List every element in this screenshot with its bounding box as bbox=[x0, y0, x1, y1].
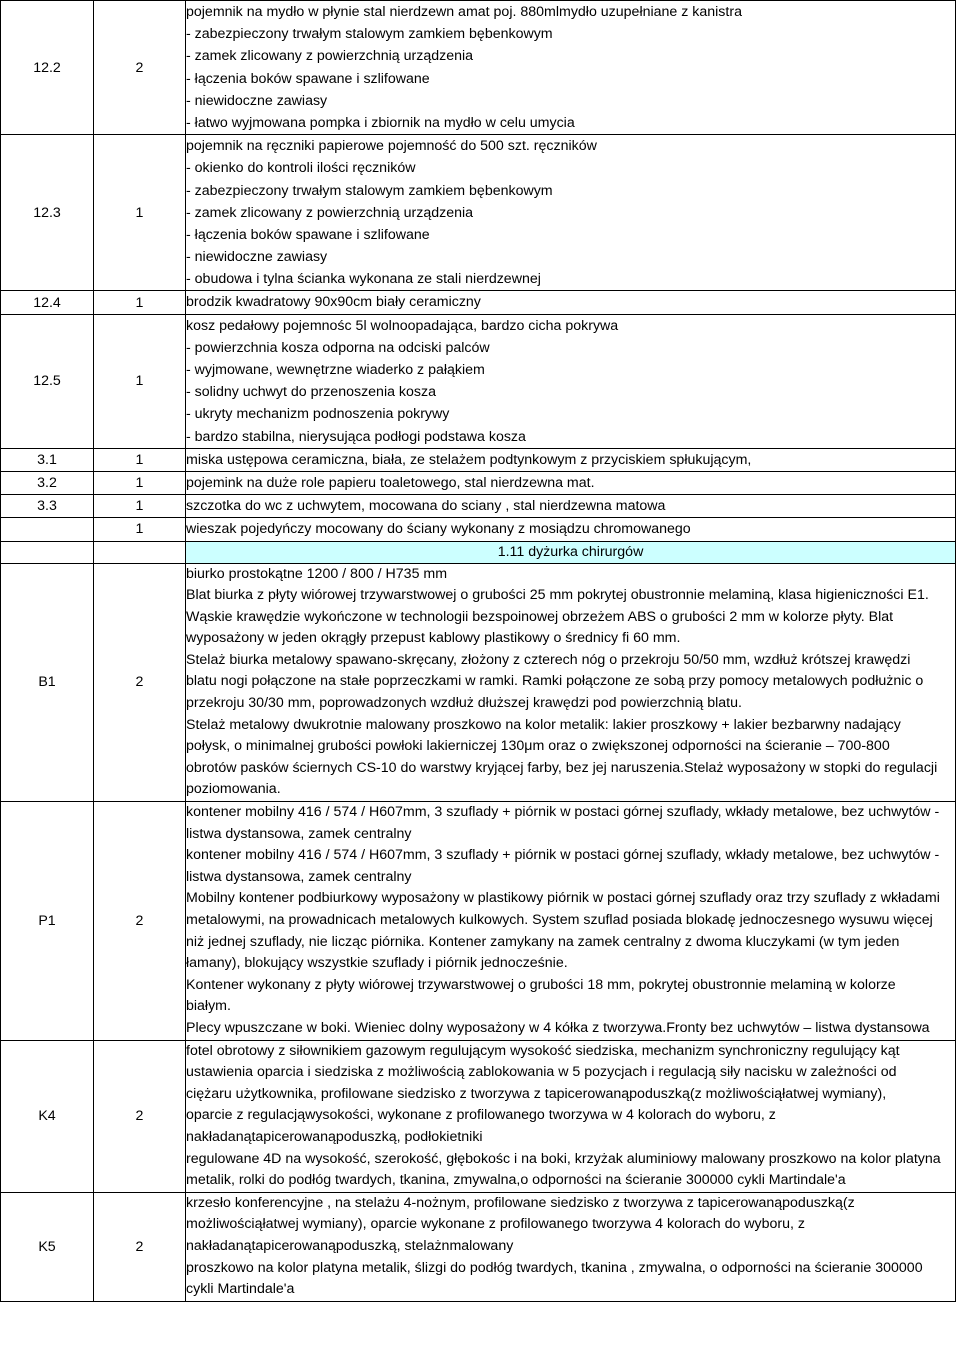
item-description bbox=[186, 1040, 956, 1192]
item-code: 12.5 bbox=[1, 314, 94, 448]
item-quantity: 1 bbox=[94, 135, 186, 291]
description-line: - zamek zlicowany z powierzchnią urządzenia bbox=[186, 48, 474, 65]
item-code: 3.1 bbox=[1, 448, 94, 471]
description-line: niż jednej szuflady, nie licząc piórnika. Kontener zamykany na zamek centralny z dwoma kluczykami (w tym jeden bbox=[186, 933, 900, 950]
description-line: - powierzchnia kosza odporna na odciski palców bbox=[186, 339, 490, 356]
description-line: nakładanątapicerowanąpoduszką, podłokietniki bbox=[186, 1128, 483, 1145]
table-row bbox=[1, 563, 956, 802]
table-row bbox=[1, 1, 956, 135]
item-description bbox=[186, 518, 956, 541]
item-description bbox=[186, 448, 956, 471]
description-line: - łączenia boków spawane i szlifowane bbox=[186, 70, 430, 87]
description-line: regulowane 4D na wysokość, szerokość, głębokośc i na boki, krzyżak aluminiowy malowany proszkowo na kolor platyna bbox=[186, 1150, 941, 1167]
item-quantity: 1 bbox=[94, 495, 186, 518]
description-line: - łatwo wyjmowana pompka i zbiornik na mydło w celu umycia bbox=[186, 114, 575, 131]
item-quantity: 2 bbox=[94, 1192, 186, 1301]
description-line: - obudowa i tylna ścianka wykonana ze stali nierdzewnej bbox=[186, 271, 541, 288]
description-line: - zamek zlicowany z powierzchnią urządzenia bbox=[186, 204, 474, 221]
item-code: 3.2 bbox=[1, 471, 94, 494]
item-code bbox=[1, 518, 94, 541]
description-line: - wyjmowane, wewnętrzne wiaderko z pałąkiem bbox=[186, 362, 485, 378]
description-line: pojemnik na ręczniki papierowe pojemność do 500 szt. ręczników bbox=[186, 138, 597, 155]
description-line: przekroju 30/30 mm, poprowadzonych wzdłuż dłuższej krawędzi pod powierzchnią blatu. bbox=[186, 695, 742, 712]
description-line: Plecy wpuszczane w boki. Wieniec dolny wyposażony w 4 kółka z tworzywa.Fronty bez uchwytów – listwa dystansowa bbox=[186, 1019, 930, 1036]
description-line: obrotów pasków ściernych CS-10 do warstwy kryjącej farby, bez jej naruszenia.Stelaż wyposażony w stopki do regulacji bbox=[186, 759, 938, 776]
description-line: metalik, rolki do podłóg twardych, tkanina, zmywalna,o odporności na ścieranie 300000 cykli Martindale'a bbox=[186, 1172, 846, 1189]
item-description bbox=[186, 135, 956, 291]
description-line: kontener mobilny 416 / 574 / H607mm, 3 szuflady + piórnik w postaci górnej szuflady, wkłady metalowe, bez uchwytów - bbox=[186, 847, 940, 864]
item-description bbox=[186, 802, 956, 1041]
item-description bbox=[186, 495, 956, 518]
description-line: - niewidoczne zawiasy bbox=[186, 92, 328, 109]
description-line: - okienko do kontroli ilości ręczników bbox=[186, 160, 416, 177]
description-line: kosz pedałowy pojemnośc 5l wolnoopadająca, bardzo cicha pokrywa bbox=[186, 317, 619, 334]
description-line: listwa dystansowa, zamek centralny bbox=[186, 868, 412, 885]
description-line: - bardzo stabilna, nierysująca podłogi podstawa kosza bbox=[186, 428, 526, 445]
item-code: 12.2 bbox=[1, 1, 94, 135]
description-line: - solidny uchwyt do przenoszenia kosza bbox=[186, 384, 436, 401]
table-row bbox=[1, 1040, 956, 1192]
description-line: - zabezpieczony trwałym stalowym zamkiem bębenkowym bbox=[186, 182, 553, 199]
item-quantity: 2 bbox=[94, 1, 186, 135]
table-row bbox=[1, 291, 956, 314]
description-line: - łączenia boków spawane i szlifowane bbox=[186, 226, 430, 243]
item-quantity: 2 bbox=[94, 563, 186, 802]
description-line: - niewidoczne zawiasy bbox=[186, 249, 328, 266]
description-line: Mobilny kontener podbiurkowy wyposażony w plastikowy piórnik w postaci górnej szuflady oraz trzy szuflady z wkładami bbox=[186, 890, 940, 907]
description-line: łamany), blokujący wszystkie szuflady i piórnik jednocześnie. bbox=[186, 955, 568, 972]
item-description bbox=[186, 563, 956, 802]
description-line: Blat biurka z płyty wiórowej trzywarstwowej o grubości 25 mm pokrytej obustronnie melaminą, klasa higieniczności E1. bbox=[186, 587, 929, 604]
item-quantity: 1 bbox=[94, 314, 186, 448]
section-header-row bbox=[1, 541, 956, 563]
description-line: poziomowania. bbox=[186, 781, 281, 798]
item-description bbox=[186, 314, 956, 448]
section-header: 1.11 dyżurka chirurgów bbox=[186, 541, 956, 563]
description-line: miska ustępowa ceramiczna, biała, ze stelażem podtynkowym z przyciskiem spłukującym, bbox=[186, 451, 752, 468]
description-line: Kontener wykonany z płyty wiórowej trzywarstwowej o grubości 18 mm, pokrytej obustronnie melaminą w kolorze bbox=[186, 976, 896, 993]
description-line: biurko prostokątne 1200 / 800 / H735 mm bbox=[186, 565, 448, 582]
item-description bbox=[186, 1192, 956, 1301]
empty-cell bbox=[94, 541, 186, 563]
item-code: 12.4 bbox=[1, 291, 94, 314]
table-row bbox=[1, 471, 956, 494]
description-line: - zabezpieczony trwałym stalowym zamkiem bębenkowym bbox=[186, 26, 553, 43]
description-line: blatu nogi połączone na stałe poprzeczkami w ramki. Ramki połączone ze sobą przy pomocy metalowych podłużnic o bbox=[186, 673, 924, 690]
item-description bbox=[186, 1, 956, 135]
item-code: K4 bbox=[1, 1040, 94, 1192]
description-line: Stelaż biurka metalowy spawano-skręcany, złożony z czterech nóg o przekroju 50/50 mm, wzdłuż krótszej krawędzi bbox=[186, 651, 911, 668]
table-row bbox=[1, 448, 956, 471]
description-line: listwa dystansowa, zamek centralny bbox=[186, 825, 412, 842]
description-line: fotel obrotowy z siłownikiem gazowym regulującym wysokość siedziska, mechanizm synchroniczny regulujący kąt bbox=[186, 1042, 900, 1059]
description-line: ustawienia oparcia i siedziska z możliwością zablokowania w 5 pozycjach i regulacją siły nacisku w zależności od bbox=[186, 1064, 897, 1081]
description-line: nakładanątapicerowanąpoduszką, stelażnmalowany bbox=[186, 1237, 514, 1254]
item-description bbox=[186, 291, 956, 314]
description-line: - ukryty mechanizm podnoszenia pokrywy bbox=[186, 406, 450, 423]
table-row bbox=[1, 518, 956, 541]
table-row bbox=[1, 1192, 956, 1301]
item-quantity: 2 bbox=[94, 802, 186, 1041]
table-row bbox=[1, 495, 956, 518]
description-line: Wąskie krawędzie wykończone w technologii bezspoinowej obrzeżem ABS o grubości 2 mm w kolorze płyty. Blat bbox=[186, 608, 894, 625]
description-line: połysk, o minimalnej grubości powłoki lakierniczej 130μm oraz o zwiększonej odporności na ścieranie – 700-800 bbox=[186, 738, 890, 755]
item-code: B1 bbox=[1, 563, 94, 802]
item-quantity: 2 bbox=[94, 1040, 186, 1192]
description-line: ciężaru użytkownika, profilowane siedzisko z tworzywa z tapicerowanąpoduszką(z możliwościąłatwej wymiany), bbox=[186, 1085, 887, 1102]
item-quantity: 1 bbox=[94, 291, 186, 314]
empty-cell bbox=[1, 541, 94, 563]
table-row bbox=[1, 314, 956, 448]
item-description bbox=[186, 471, 956, 494]
description-line: białym. bbox=[186, 998, 231, 1015]
item-code: 12.3 bbox=[1, 135, 94, 291]
table-row bbox=[1, 135, 956, 291]
description-line: wieszak pojedyńczy mocowany do ściany wykonany z mosiądzu chromowanego bbox=[186, 521, 691, 538]
description-line: pojemink na duże role papieru toaletowego, stal nierdzewna mat. bbox=[186, 474, 595, 491]
item-code: P1 bbox=[1, 802, 94, 1041]
description-line: proszkowo na kolor platyna metalik, ślizgi do podłóg twardych, tkanina , zmywalna, o odporności na ścieranie 300000 bbox=[186, 1259, 923, 1276]
item-code: K5 bbox=[1, 1192, 94, 1301]
description-line: krzesło konferencyjne , na stelażu 4-nożnym, profilowane siedzisko z tworzywa z tapicerowanąpoduszką(z bbox=[186, 1194, 855, 1211]
description-line: możliwościąłatwej wymiany), oparcie wykonane z profilowanego tworzywa 4 kolorach do wyboru, z bbox=[186, 1216, 805, 1233]
description-line: Stelaż metalowy dwukrotnie malowany proszkowo na kolor metalik: lakier proszkowy + lakier bezbarwny nadający bbox=[186, 716, 901, 733]
description-line: cykli Martindale'a bbox=[186, 1281, 295, 1298]
item-code: 3.3 bbox=[1, 495, 94, 518]
description-line: pojemnik na mydło w płynie stal nierdzewn amat poj. 880mlmydło uzupełniane z kanistra bbox=[186, 4, 742, 20]
item-quantity: 1 bbox=[94, 471, 186, 494]
description-line: brodzik kwadratowy 90x90cm biały ceramiczny bbox=[186, 294, 481, 311]
table-row bbox=[1, 802, 956, 1041]
description-line: oparcie z regulacjąwysokości, wykonane z profilowanego tworzywa w 4 kolorach do wyboru, z bbox=[186, 1107, 776, 1124]
description-line: kontener mobilny 416 / 574 / H607mm, 3 szuflady + piórnik w postaci górnej szuflady, wkłady metalowe, bez uchwytów - bbox=[186, 804, 940, 821]
specification-table-body bbox=[1, 1, 956, 1302]
description-line: metalowymi, na prowadnicach metalowych kulkowych. System szuflad posiada blokadę jednoczesnego wysuwu więcej bbox=[186, 912, 933, 928]
description-line: wyposażony w jeden okrągły przepust kablowy plastikowy o średnicy fi 60 mm. bbox=[186, 630, 681, 647]
item-quantity: 1 bbox=[94, 448, 186, 471]
description-line: szczotka do wc z uchwytem, mocowana do sciany , stal nierdzewna matowa bbox=[186, 498, 666, 515]
item-quantity: 1 bbox=[94, 518, 186, 541]
